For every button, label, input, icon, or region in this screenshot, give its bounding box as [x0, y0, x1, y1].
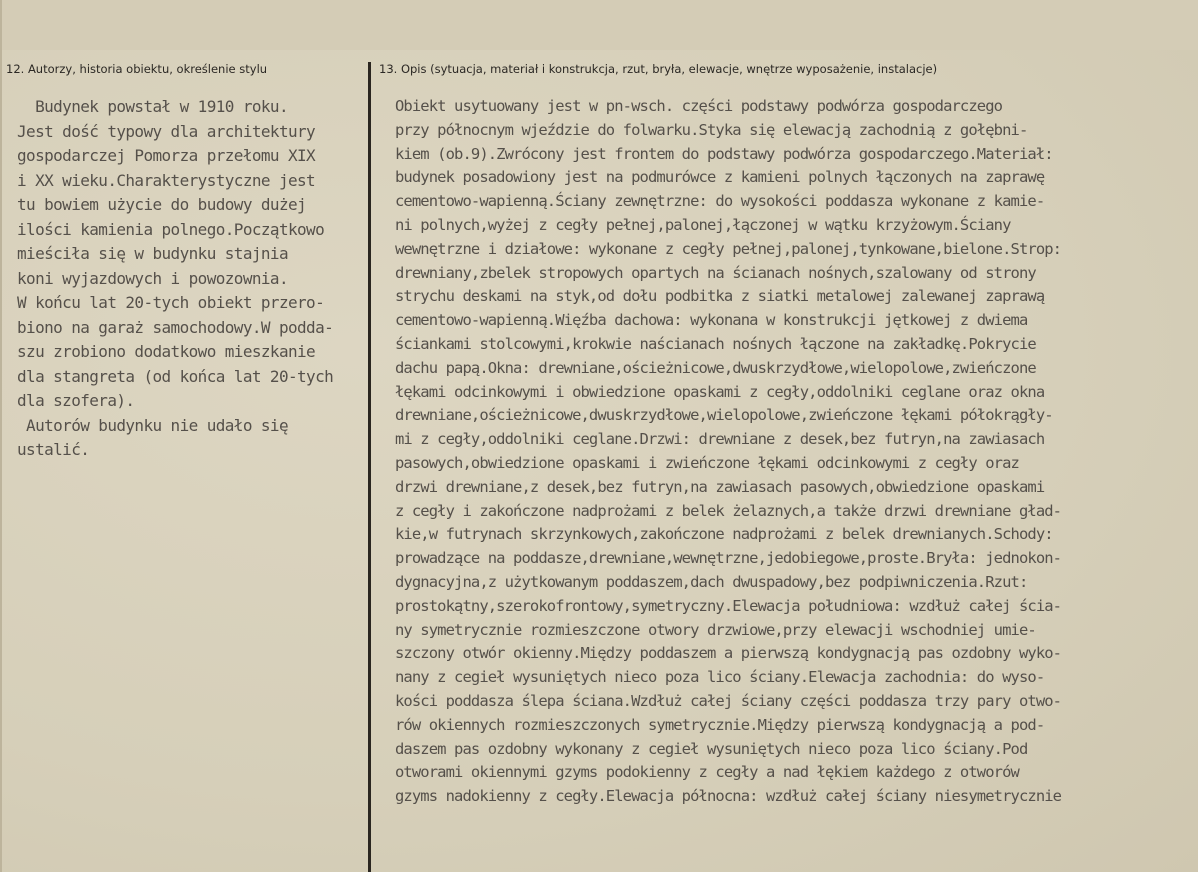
text-line: Obiekt usytuowany jest w pn-wsch. części podstawy podwórza gospodarczego	[395, 97, 1003, 115]
text-line: biono na garaż samochodowy.W podda-	[17, 317, 334, 337]
text-line: z cegły i zakończone nadprożami z belek żelaznych,a także drzwi drewniane gład-	[395, 501, 1062, 520]
text-line: tu bowiem użycie do budowy dużej	[17, 195, 307, 214]
text-line: ilości kamienia polnego.Początkowo	[17, 219, 325, 239]
text-line: prowadzące na poddasze,drewniane,wewnętrzne,jedobiegowe,proste.Bryła: jednokon-	[395, 549, 1062, 568]
text-line: przy północnym wjeździe do folwarku.Styka się elewacją zachodnią z gołębni-	[395, 120, 1028, 139]
column-divider	[368, 62, 371, 872]
text-line: cementowo-wapienną.Więźba dachowa: wykonana w konstrukcji jętkowej z dwiema	[395, 311, 1028, 330]
text-line: kości poddasza ślepa ściana.Wzdłuż całej ściany części poddasza trzy pary otwo-	[395, 691, 1062, 710]
text-line: mieściła się w budynku stajnia	[17, 244, 288, 263]
text-line: łękami odcinkowymi i obwiedzione opaskami z cegły,oddolniki ceglane oraz okna	[395, 382, 1045, 401]
text-line: rów okiennych rozmieszczonych symetrycznie.Między pierwszą kondygnacją a pod-	[395, 715, 1045, 734]
text-line: budynek posadowiony jest na podmurówce z kamieni polnych łączonych na zaprawę	[395, 168, 1045, 187]
text-line: kiem (ob.9).Zwrócony jest frontem do podstawy podwórza gospodarczego.Materiał:	[395, 144, 1053, 163]
text-line: kie,w futrynach skrzynkowych,zakończone nadprożami z belek drewnianych.Schody:	[395, 525, 1053, 544]
text-line: szczony otwór okienny.Między poddaszem a pierwszą kondygnacją pas ozdobny wyko-	[395, 644, 1062, 663]
text-line: drzwi drewniane,z desek,bez futryn,na zawiasach pasowych,obwiedzione opaskami	[395, 477, 1045, 496]
text-line: dla stangreta (od końca lat 20-tych	[17, 366, 334, 386]
text-line: otworami okiennymi gzyms podokienny z cegły a nad łękiem każdego z otworów	[395, 763, 1019, 782]
text-line: koni wyjazdowych i powozownia.	[17, 268, 288, 288]
text-line: drewniany,zbelek stropowych opartych na ścianach nośnych,szalowany od strony	[395, 263, 1036, 282]
text-line: wewnętrzne i działowe: wykonane z cegły pełnej,palonej,tynkowane,bielone.Strop:	[395, 239, 1062, 258]
paper-top-margin	[0, 0, 1198, 50]
text-line: drewniane,ościeżnicowe,dwuskrzydłowe,wielopolowe,zwieńczone łękami półokrągły-	[395, 406, 1053, 425]
text-line: ni polnych,wyżej z cegły pełnej,palonej,łączonej w wątku krzyżowym.Ściany	[395, 215, 1011, 234]
text-line: Autorów budynku nie udało się	[17, 415, 288, 435]
text-line: ściankami stolcowymi,krokwie naścianach nośnych łączone na zakładkę.Pokrycie	[395, 334, 1036, 353]
text-line: dla szofera).	[17, 391, 135, 410]
text-line: pasowych,obwiedzione opaskami i zwieńczone łękami odcinkowymi z cegły oraz	[395, 453, 1019, 472]
text-line: Budynek powstał w 1910 roku.	[17, 97, 288, 116]
text-line: i XX wieku.Charakterystyczne jest	[17, 170, 316, 190]
text-line: mi z cegły,oddolniki ceglane.Drzwi: drewniane z desek,bez futryn,na zawiasach	[395, 430, 1045, 449]
text-line: dachu papą.Okna: drewniane,ościeżnicowe,dwuskrzydłowe,wielopolowe,zwieńczone	[395, 358, 1036, 377]
paper-left-edge	[0, 0, 2, 872]
text-line: ustalić.	[17, 440, 90, 459]
text-line: strychu deskami na styk,od dołu podbitka z siatki metalowej zalewanej zaprawą	[395, 287, 1045, 306]
section-13-text	[395, 95, 1061, 809]
text-line: gospodarczej Pomorza przełomu XIX	[17, 146, 316, 165]
text-line: cementowo-wapienną.Ściany zewnętrzne: do wysokości poddasza wykonane z kamie-	[395, 192, 1045, 211]
section-12-header: 12. Autorzy, historia obiektu, określenie stylu	[6, 62, 268, 76]
text-line: Jest dość typowy dla architektury	[17, 121, 316, 141]
text-line: daszem pas ozdobny wykonany z cegieł wysuniętych nieco poza lico ściany.Pod	[395, 739, 1028, 758]
text-line: dygnacyjna,z użytkowanym poddaszem,dach dwuspadowy,bez podpiwniczenia.Rzut:	[395, 572, 1028, 591]
text-line: nany z cegieł wysuniętych nieco poza lico ściany.Elewacja zachodnia: do wyso-	[395, 668, 1045, 687]
text-line: prostokątny,szerokofrontowy,symetryczny.Elewacja południowa: wzdłuż całej ścia-	[395, 596, 1062, 615]
text-line: W końcu lat 20-tych obiekt przero-	[17, 293, 325, 312]
section-13-header: 13. Opis (sytuacja, materiał i konstrukcja, rzut, bryła, elewacje, wnętrze wyposażenie, instalacje)	[379, 62, 938, 76]
section-12-text	[17, 95, 333, 463]
text-line: szu zrobiono dodatkowo mieszkanie	[17, 342, 316, 361]
text-line: ny symetrycznie rozmieszczone otwory drzwiowe,przy elewacji wschodniej umie-	[395, 620, 1036, 639]
text-line: gzyms nadokienny z cegły.Elewacja północna: wzdłuż całej ściany niesymetrycznie	[395, 787, 1062, 806]
